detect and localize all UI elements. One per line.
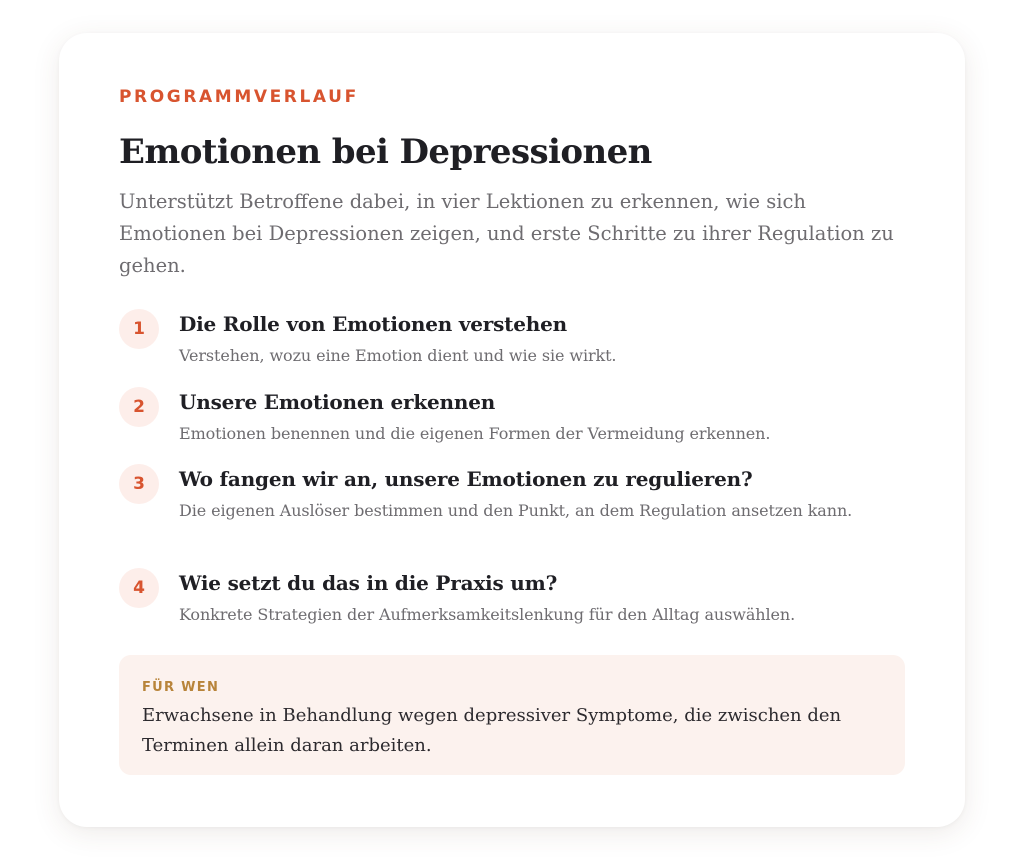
lesson-title: Die Rolle von Emotionen verstehen — [179, 312, 567, 336]
lesson-title: Wie setzt du das in die Praxis um? — [179, 571, 558, 595]
lesson-description: Die eigenen Auslöser bestimmen und den Punkt, an dem Regulation ansetzen kann. — [179, 501, 853, 520]
section-eyebrow: PROGRAMMVERLAUF — [119, 87, 359, 107]
lesson-description: Verstehen, wozu eine Emotion dient und wie sie wirkt. — [179, 346, 617, 365]
lesson-number-badge: 4 — [119, 568, 159, 608]
lesson-title: Wo fangen wir an, unsere Emotionen zu regulieren? — [179, 467, 753, 491]
lesson-description: Konkrete Strategien der Aufmerksamkeitslenkung für den Alltag auswählen. — [179, 605, 796, 624]
target-audience-label: FÜR WEN — [142, 680, 220, 695]
program-card — [59, 33, 965, 827]
program-subtitle: Unterstützt Betroffene dabei, in vier Lektionen zu erkennen, wie sich Emotionen bei Depressionen zeigen, und erste Schritte zu ihrer Regulation zu gehen. — [119, 190, 894, 277]
lesson-number-badge: 1 — [119, 309, 159, 349]
lesson-title: Unsere Emotionen erkennen — [179, 390, 496, 414]
program-title: Emotionen bei Depressionen — [119, 132, 652, 172]
lesson-description: Emotionen benennen und die eigenen Formen der Vermeidung erkennen. — [179, 424, 771, 443]
lesson-number-badge: 2 — [119, 387, 159, 427]
target-audience-box — [119, 655, 905, 775]
target-audience-text: Erwachsene in Behandlung wegen depressiver Symptome, die zwischen den Terminen allein daran arbeiten. — [142, 705, 842, 756]
lesson-number-badge: 3 — [119, 464, 159, 504]
